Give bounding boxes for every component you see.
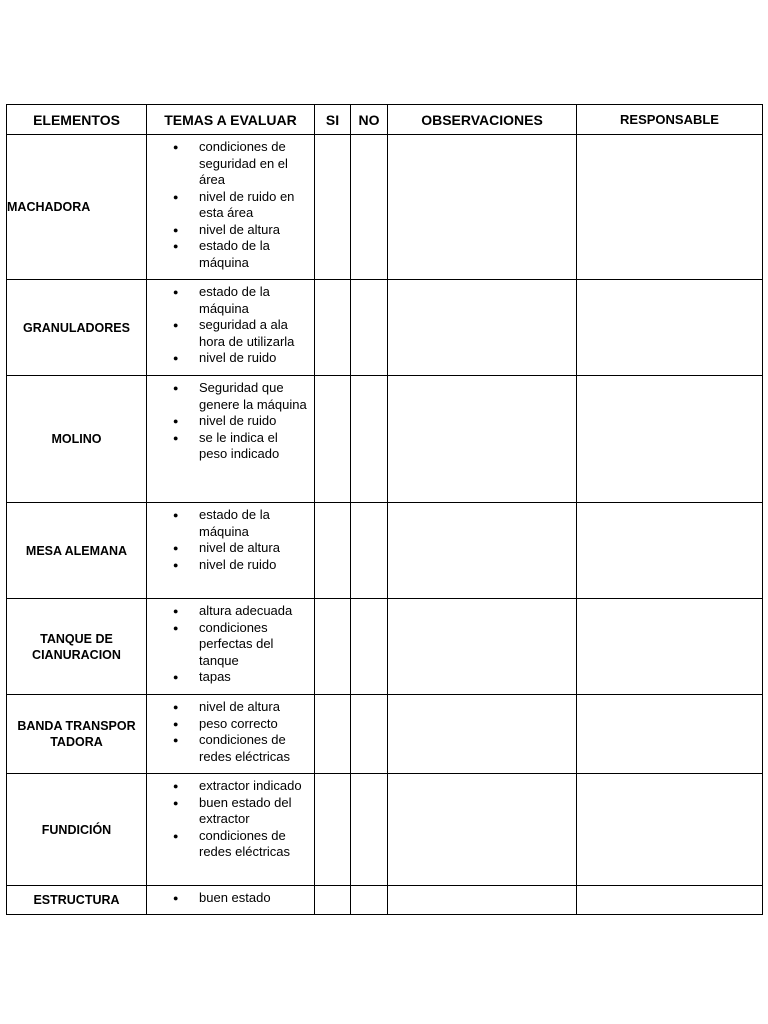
list-item-text: nivel de ruido: [199, 413, 277, 428]
list-item-text: altura adecuada: [199, 603, 293, 618]
list-item: [173, 890, 308, 907]
table-row: [7, 774, 763, 886]
list-item: [173, 603, 308, 620]
list-item-text: nivel de altura: [199, 699, 280, 714]
temas-list: [147, 503, 314, 578]
list-item-text: estado de la máquina: [199, 238, 270, 270]
bullet-icon: ●: [173, 797, 179, 808]
bullet-icon: ●: [173, 559, 179, 570]
list-item: [173, 284, 308, 317]
temas-cell: [147, 886, 315, 915]
element-name: MOLINO: [7, 376, 147, 503]
element-name: TANQUE DE CIANURACION: [7, 599, 147, 695]
table-row: [7, 695, 763, 774]
element-name: GRANULADORES: [7, 280, 147, 376]
bullet-icon: ●: [173, 781, 179, 791]
list-item: [173, 716, 308, 733]
bullet-icon: ●: [173, 622, 179, 633]
bullet-icon: ●: [173, 718, 179, 729]
si-cell[interactable]: [315, 503, 351, 599]
si-cell[interactable]: [315, 774, 351, 886]
bullet-icon: ●: [173, 142, 179, 152]
list-item-text: condiciones de redes eléctricas: [199, 827, 291, 859]
temas-cell: [147, 695, 315, 774]
header-si: SI: [315, 105, 351, 135]
responsable-cell[interactable]: [577, 376, 763, 503]
responsable-cell[interactable]: [577, 774, 763, 886]
bullet-icon: ●: [173, 320, 179, 330]
list-item: [173, 413, 308, 430]
temas-list: [147, 376, 314, 468]
list-item-text: nivel de altura: [199, 540, 280, 555]
responsable-cell[interactable]: [577, 135, 763, 280]
bullet-icon: ●: [173, 510, 179, 520]
responsable-cell[interactable]: [577, 280, 763, 376]
temas-list: [147, 886, 314, 912]
table-row: [7, 503, 763, 599]
header-row: [7, 105, 763, 135]
si-cell[interactable]: [315, 695, 351, 774]
temas-cell: [147, 774, 315, 886]
list-item: [173, 620, 308, 670]
header-no: NO: [351, 105, 388, 135]
list-item-text: nivel de ruido: [199, 556, 277, 572]
list-item-text: nivel de ruido: [199, 350, 277, 365]
list-item-text: buen estado del extractor: [199, 794, 292, 826]
element-name: FUNDICIÓN: [7, 774, 147, 886]
list-item: [173, 828, 308, 861]
no-cell[interactable]: [351, 774, 388, 886]
observaciones-cell[interactable]: [388, 376, 577, 503]
list-item: [173, 778, 308, 795]
temas-list: [147, 280, 314, 372]
bullet-icon: ●: [173, 416, 179, 426]
table-row: [7, 599, 763, 695]
list-item-text: tapas: [199, 669, 231, 684]
si-cell[interactable]: [315, 886, 351, 915]
temas-list: [147, 135, 314, 276]
responsable-cell[interactable]: [577, 503, 763, 599]
list-item: [173, 699, 308, 716]
temas-cell: [147, 280, 315, 376]
observaciones-cell[interactable]: [388, 774, 577, 886]
responsable-cell[interactable]: [577, 599, 763, 695]
temas-cell: [147, 376, 315, 503]
list-item-text: nivel de ruido en esta área: [199, 188, 295, 220]
no-cell[interactable]: [351, 135, 388, 280]
no-cell[interactable]: [351, 695, 388, 774]
list-item-text: seguridad a ala hora de utilizarla: [199, 317, 295, 349]
list-item: [173, 732, 308, 765]
list-item: [173, 669, 308, 686]
bullet-icon: ●: [173, 191, 179, 202]
no-cell[interactable]: [351, 599, 388, 695]
list-item: [173, 189, 308, 222]
list-item-text: condiciones de seguridad en el área: [199, 139, 288, 187]
element-name: MESA ALEMANA: [7, 503, 147, 599]
bullet-icon: ●: [173, 543, 179, 553]
list-item: [173, 540, 308, 557]
bullet-icon: ●: [173, 735, 179, 745]
list-item-text: nivel de altura: [199, 221, 280, 237]
observaciones-cell[interactable]: [388, 280, 577, 376]
list-item-text: buen estado: [199, 890, 271, 905]
list-item-text: condiciones perfectas del tanque: [199, 619, 274, 668]
temas-cell: [147, 503, 315, 599]
element-name: ESTRUCTURA: [7, 886, 147, 915]
si-cell[interactable]: [315, 280, 351, 376]
table-row: [7, 886, 763, 915]
temas-cell: [147, 135, 315, 280]
checklist-sheet: [6, 104, 762, 915]
responsable-cell[interactable]: [577, 695, 763, 774]
no-cell[interactable]: [351, 280, 388, 376]
no-cell[interactable]: [351, 886, 388, 915]
header-responsable: RESPONSABLE: [577, 105, 763, 135]
list-item-text: estado de la máquina: [199, 284, 270, 316]
temas-list: [147, 599, 314, 691]
list-item-text: peso correcto: [199, 715, 278, 731]
observaciones-cell[interactable]: [388, 503, 577, 599]
list-item: [173, 222, 308, 239]
bullet-icon: ●: [173, 383, 179, 393]
element-name: MACHADORA: [7, 135, 147, 280]
responsable-cell[interactable]: [577, 886, 763, 915]
temas-list: [147, 774, 314, 866]
list-item-text: estado de la máquina: [199, 507, 270, 539]
bullet-icon: ●: [173, 606, 179, 616]
header-observaciones: OBSERVACIONES: [388, 105, 577, 135]
temas-list: [147, 695, 314, 770]
no-cell[interactable]: [351, 376, 388, 503]
bullet-icon: ●: [173, 353, 179, 363]
list-item-text: condiciones de redes eléctricas: [199, 732, 291, 764]
observaciones-cell[interactable]: [388, 599, 577, 695]
table-row: [7, 376, 763, 503]
bullet-icon: ●: [173, 287, 179, 297]
element-name: BANDA TRANSPORTADORA: [7, 695, 147, 774]
bullet-icon: ●: [173, 893, 179, 903]
no-cell[interactable]: [351, 503, 388, 599]
observaciones-cell[interactable]: [388, 695, 577, 774]
table-row: [7, 280, 763, 376]
list-item: [173, 430, 308, 463]
observaciones-cell[interactable]: [388, 886, 577, 915]
bullet-icon: ●: [173, 830, 179, 841]
list-item: [173, 238, 308, 271]
table-row: [7, 135, 763, 280]
list-item: [173, 557, 308, 574]
si-cell[interactable]: [315, 599, 351, 695]
list-item: [173, 380, 308, 413]
list-item-text: se le indica el peso indicado: [199, 429, 280, 461]
temas-cell: [147, 599, 315, 695]
list-item: [173, 507, 308, 540]
list-item: [173, 317, 308, 350]
list-item: [173, 795, 308, 828]
si-cell[interactable]: [315, 135, 351, 280]
list-item-text: extractor indicado: [199, 778, 302, 793]
si-cell[interactable]: [315, 376, 351, 503]
bullet-icon: ●: [173, 224, 179, 235]
list-item: [173, 139, 308, 189]
bullet-icon: ●: [173, 672, 179, 682]
list-item-text: Seguridad que genere la máquina: [199, 380, 307, 412]
bullet-icon: ●: [173, 241, 179, 251]
bullet-icon: ●: [173, 702, 179, 712]
bullet-icon: ●: [173, 432, 179, 443]
list-item: [173, 350, 308, 367]
checklist-table: [6, 104, 763, 915]
header-temas: TEMAS A EVALUAR: [147, 105, 315, 135]
observaciones-cell[interactable]: [388, 135, 577, 280]
header-elementos: ELEMENTOS: [7, 105, 147, 135]
